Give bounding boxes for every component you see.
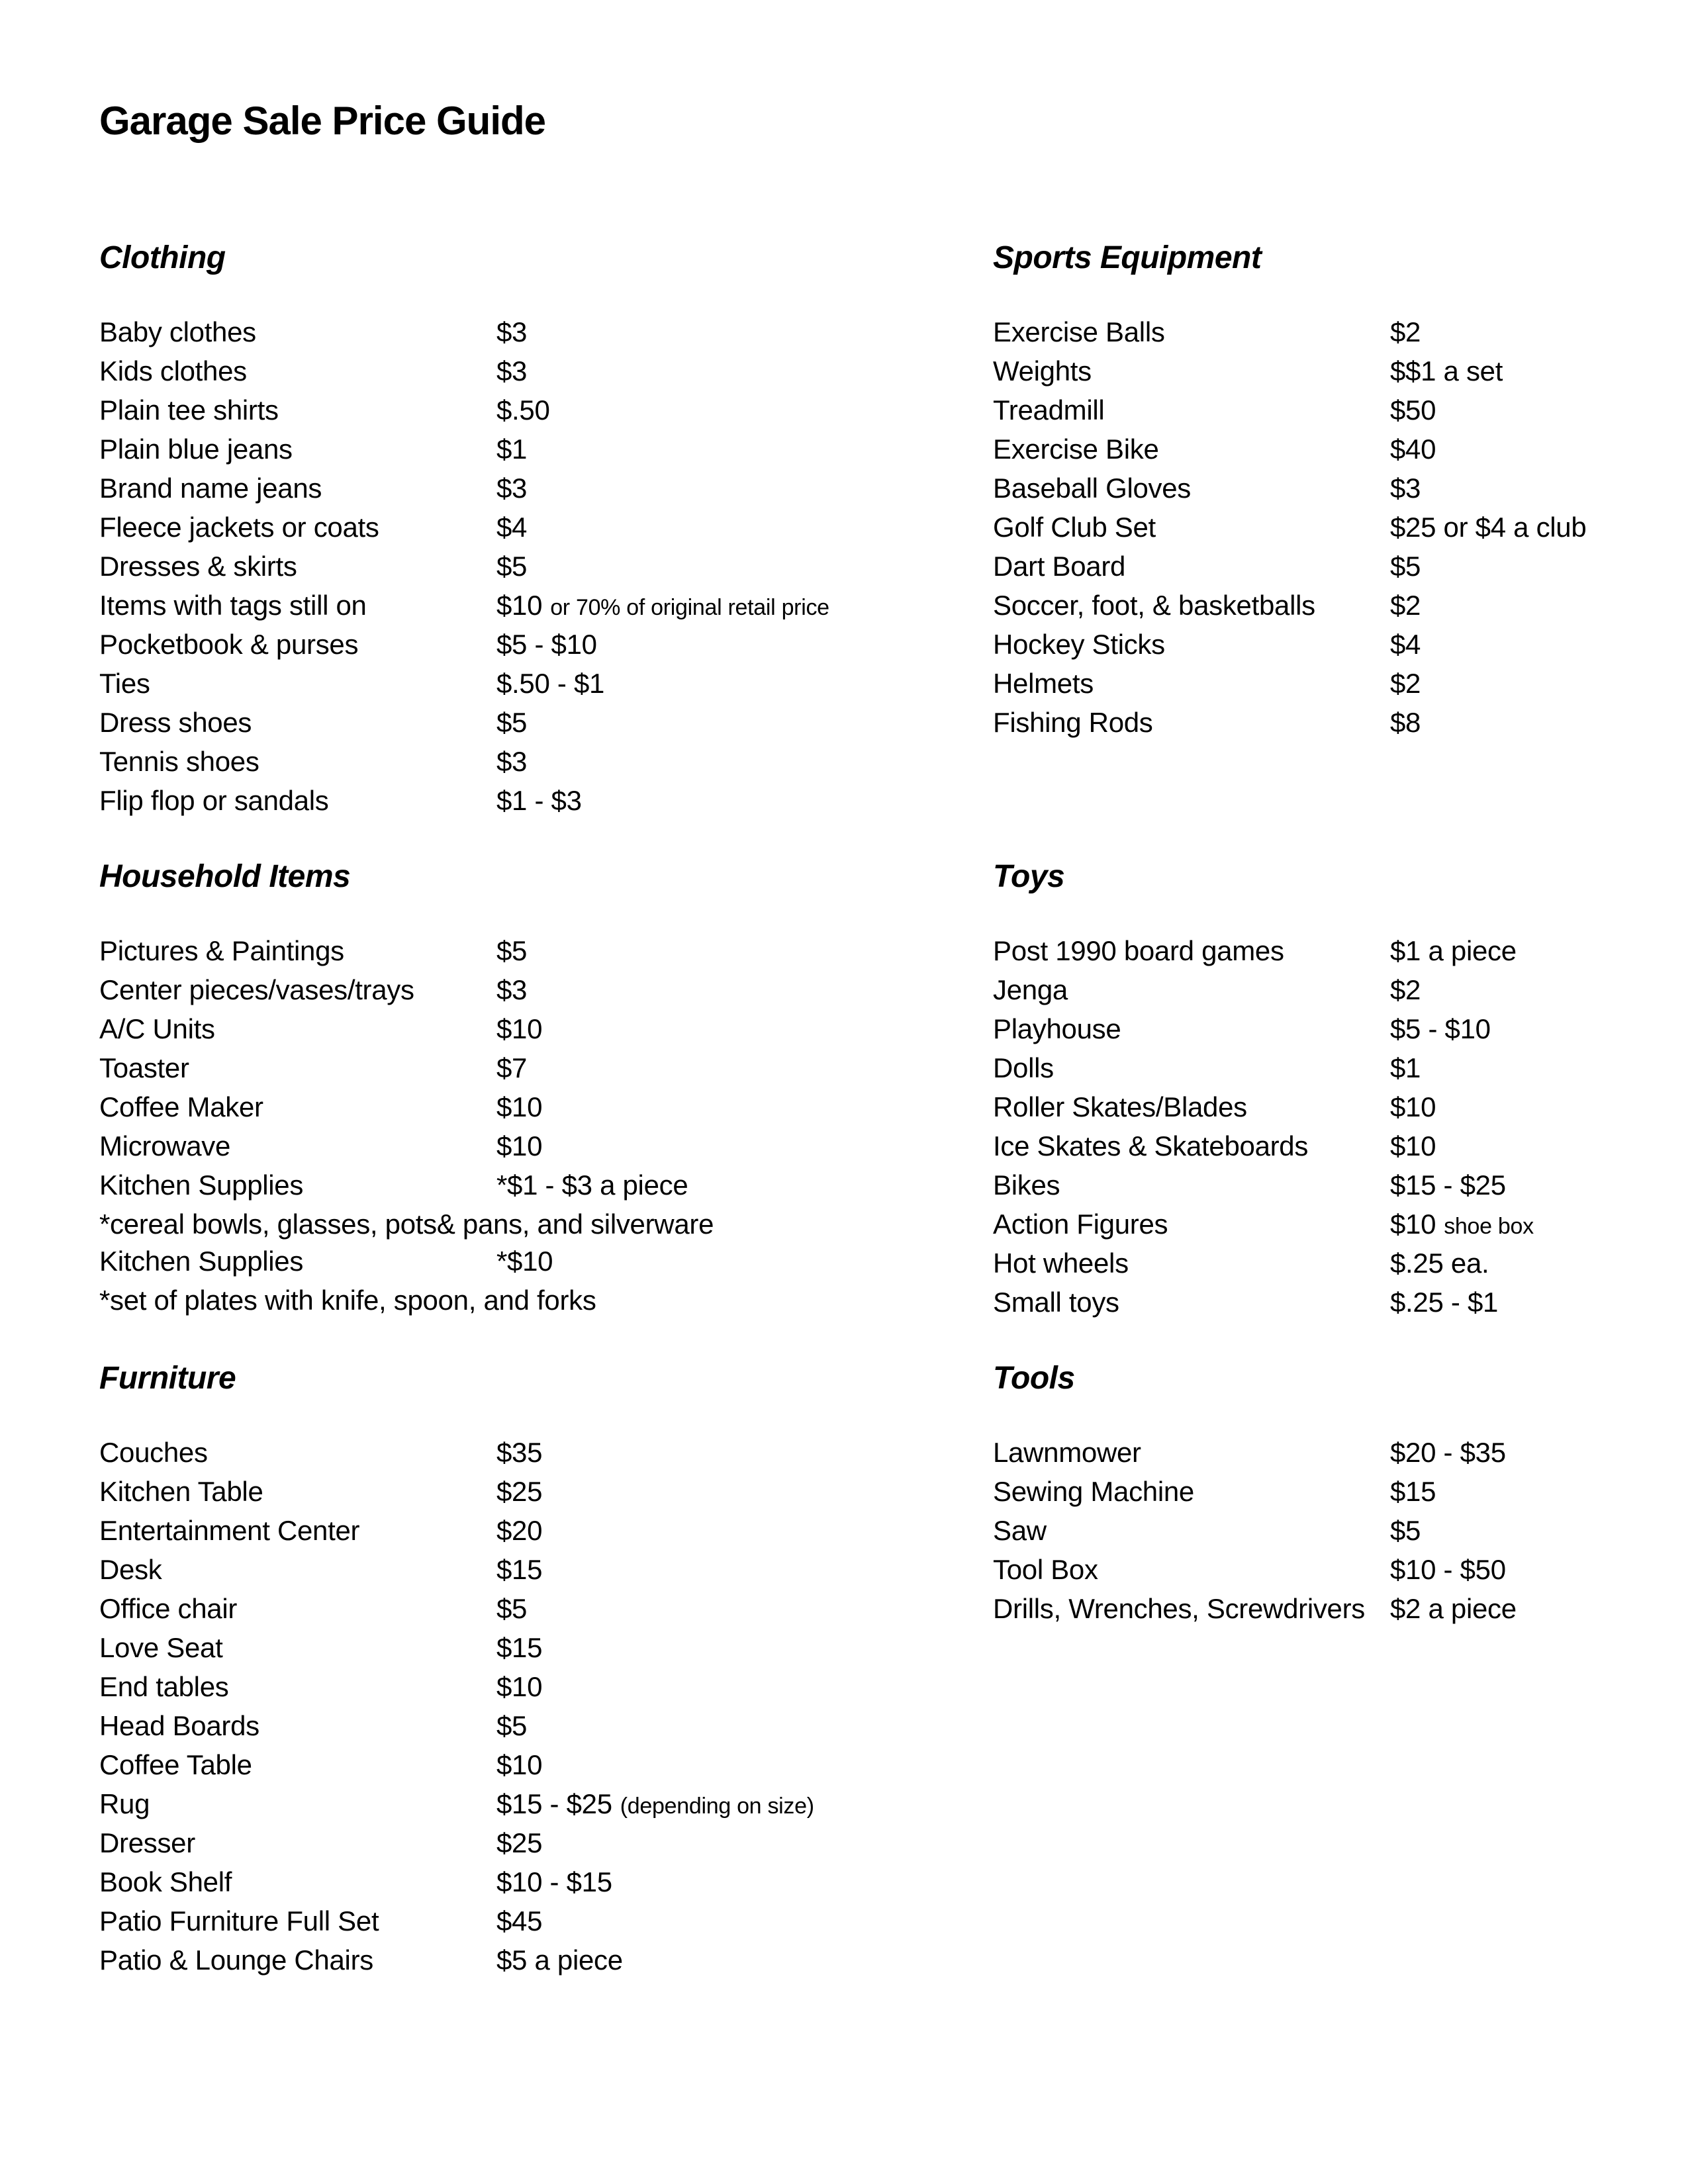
price-value: $5 [1390,1515,1421,1546]
item-price [1390,1167,1506,1206]
price-value: $8 [1390,707,1421,738]
price-value: $3 [1390,473,1421,504]
item-label: Baseball Gloves [993,473,1191,504]
price-value: $2 a piece [1390,1593,1517,1624]
item-price [1390,431,1436,470]
price-value: $20 - $35 [1390,1437,1506,1468]
price-note: shoe box [1444,1214,1534,1239]
item-label: Playhouse [993,1013,1121,1044]
item-label: Helmets [993,668,1094,699]
item-price [496,782,582,821]
item-price [496,1167,688,1206]
section-header: Toys [993,859,1065,894]
item-price [496,1942,623,1981]
item-row [99,548,993,587]
item-price [496,665,604,704]
section-sports-equipment [993,240,1648,743]
item-price [1390,1551,1506,1590]
item-row [99,1903,993,1942]
price-value: $.50 - $1 [496,668,605,699]
item-price [496,353,527,392]
item-label: Kitchen Supplies [99,1169,304,1201]
sections-container [99,240,1648,1981]
item-label: Patio & Lounge Chairs [99,1944,373,1976]
price-value: $35 [496,1437,543,1468]
item-label: A/C Units [99,1013,215,1044]
item-price [496,1707,527,1747]
price-value: $4 [1390,629,1421,660]
item-price [496,314,527,353]
item-label: Couches [99,1437,208,1468]
item-row [993,431,1648,470]
item-price [496,1786,814,1825]
price-value: $10 [1390,1208,1436,1240]
price-value: $2 [1390,316,1421,347]
item-row [99,1629,993,1668]
price-value: $15 [1390,1476,1436,1507]
price-value: $5 - $10 [1390,1013,1491,1044]
item-price [496,1903,542,1942]
item-label: Roller Skates/Blades [993,1091,1247,1122]
price-value: $7 [496,1052,528,1083]
price-value: $25 [496,1827,543,1858]
section-band [99,240,1648,821]
item-price [1390,509,1586,548]
item-price [1390,1128,1436,1167]
price-note: (depending on size) [620,1794,814,1819]
price-value: $45 [496,1905,543,1936]
item-label: Drills, Wrenches, Screwdrivers [993,1593,1365,1624]
item-label: Bikes [993,1169,1060,1201]
price-value: $15 [496,1554,543,1585]
item-row [993,1245,1648,1284]
item-label: Ice Skates & Skateboards [993,1130,1309,1161]
price-value: $5 a piece [496,1944,623,1976]
item-row [99,933,993,972]
price-value: $10 [496,1130,543,1161]
item-row [993,587,1648,626]
item-row [99,626,993,665]
item-row [99,782,993,821]
item-row [99,1786,993,1825]
item-label: Pictures & Paintings [99,935,344,966]
item-row [99,1864,993,1903]
item-label: Entertainment Center [99,1515,360,1546]
item-row [99,1590,993,1629]
item-price [1390,1050,1421,1089]
price-value: $20 [496,1515,543,1546]
item-row [99,1747,993,1786]
item-row [99,1011,993,1050]
section-header: Furniture [99,1361,236,1396]
price-value: $10 [1390,1130,1436,1161]
price-value: $5 [496,1710,528,1741]
section-band [99,1360,1648,1981]
item-price [496,1747,542,1786]
item-label: Toaster [99,1052,189,1083]
price-value: $5 [496,551,528,582]
item-price [1390,704,1421,743]
item-label: Kids clothes [99,355,247,387]
item-label: Dolls [993,1052,1054,1083]
item-label: Dresser [99,1827,195,1858]
item-price [1390,1089,1436,1128]
price-value: $25 [496,1476,543,1507]
item-label: Coffee Table [99,1749,252,1780]
item-price [496,1243,553,1282]
price-value: $10 - $50 [1390,1554,1506,1585]
item-price [1390,587,1421,626]
price-value: *$1 - $3 a piece [496,1169,688,1201]
item-row [99,509,993,548]
item-row [99,1512,993,1551]
item-row [993,353,1648,392]
item-price [1390,470,1421,509]
item-price [496,1864,612,1903]
item-price [496,1050,527,1089]
item-row [99,972,993,1011]
item-row [99,1825,993,1864]
item-row [99,1668,993,1707]
price-value: $3 [496,473,528,504]
item-row [99,665,993,704]
item-label: Kitchen Supplies [99,1246,304,1277]
item-label: Fishing Rods [993,707,1153,738]
price-value: $15 - $25 [496,1788,612,1819]
section-header: Tools [993,1361,1075,1396]
item-row [99,743,993,782]
item-price [496,1473,542,1512]
price-value: $3 [496,316,528,347]
footnote-row: *cereal bowls, glasses, pots& pans, and silverware [99,1208,714,1240]
section-rows [993,1434,1648,1629]
item-row [993,1050,1648,1089]
item-label: Dresses & skirts [99,551,297,582]
item-row [993,626,1648,665]
item-label: Love Seat [99,1632,223,1663]
item-price [496,1668,542,1707]
item-label: Action Figures [993,1208,1168,1240]
price-value: $5 [496,1593,528,1624]
item-label: Brand name jeans [99,473,322,504]
item-price [496,1128,542,1167]
item-label: Head Boards [99,1710,259,1741]
item-label: Jenga [993,974,1068,1005]
item-label: Treadmill [993,394,1105,426]
item-label: Soccer, foot, & basketballs [993,590,1315,621]
item-label: Hockey Sticks [993,629,1165,660]
section-rows [993,314,1648,743]
item-price [496,704,527,743]
item-row [99,1050,993,1089]
item-row [993,1128,1648,1167]
item-row [993,665,1648,704]
price-value: $5 [496,935,528,966]
item-label: Weights [993,355,1092,387]
item-price [1390,933,1517,972]
item-label: Ties [99,668,150,699]
item-price [1390,392,1436,431]
price-value: $3 [496,974,528,1005]
price-value: $5 [1390,551,1421,582]
price-value: $15 - $25 [1390,1169,1506,1201]
price-value: $2 [1390,974,1421,1005]
item-label: Fleece jackets or coats [99,512,379,543]
item-row [993,392,1648,431]
price-value: $40 [1390,433,1436,465]
item-price [1390,972,1421,1011]
item-label: Exercise Bike [993,433,1159,465]
item-price [496,972,527,1011]
price-value: $$1 a set [1390,355,1503,387]
item-row [993,933,1648,972]
item-label: Pocketbook & purses [99,629,359,660]
section-header: Household Items [99,859,351,894]
price-value: $10 [496,590,543,621]
item-price [1390,1245,1489,1284]
price-value: $15 [496,1632,543,1663]
section-rows [99,933,993,1319]
item-price [496,587,829,626]
price-note: or 70% of original retail price [550,595,829,620]
item-label: Plain tee shirts [99,394,279,426]
item-row [99,1473,993,1512]
price-value: $1 a piece [1390,935,1517,966]
item-price [1390,1473,1436,1512]
item-row [993,704,1648,743]
item-label: Kitchen Table [99,1476,263,1507]
section-header: Clothing [99,240,226,275]
item-price [496,470,527,509]
item-label: Golf Club Set [993,512,1156,543]
item-price [496,1629,542,1668]
item-label: Office chair [99,1593,238,1624]
item-row [993,470,1648,509]
item-price [496,509,527,548]
item-price [1390,548,1421,587]
page-title: Garage Sale Price Guide [99,99,546,143]
price-value: $3 [496,355,528,387]
item-row [993,972,1648,1011]
item-price [496,1512,542,1551]
price-value: $1 [496,433,528,465]
section-rows [99,1434,993,1981]
item-label: Flip flop or sandals [99,785,329,816]
item-label: Hot wheels [993,1248,1129,1279]
item-price [496,548,527,587]
price-value: $10 [496,1749,543,1780]
item-row [993,1590,1648,1629]
item-price [1390,1434,1506,1473]
item-label: Saw [993,1515,1047,1546]
item-row [993,1011,1648,1050]
item-label: Tool Box [993,1554,1098,1585]
item-price [1390,353,1503,392]
item-row [99,392,993,431]
price-value: $10 [496,1671,543,1702]
section-band [99,858,1648,1323]
item-price [496,431,527,470]
item-price [496,1434,542,1473]
price-value: $50 [1390,394,1436,426]
item-label: End tables [99,1671,229,1702]
item-price [496,1825,542,1864]
section-rows [99,314,993,821]
section-header: Sports Equipment [993,240,1262,275]
item-price [1390,1512,1421,1551]
item-price [1390,665,1421,704]
section-clothing [99,240,993,821]
price-value: $3 [496,746,528,777]
item-row [99,353,993,392]
price-value: $.25 - $1 [1390,1287,1499,1318]
item-row [99,1243,993,1282]
item-label: Post 1990 board games [993,935,1284,966]
item-row [99,431,993,470]
price-value: $1 [1390,1052,1421,1083]
price-value: $10 - $15 [496,1866,612,1897]
item-row [99,1434,993,1473]
section-toys [993,858,1648,1323]
section-tools [993,1360,1648,1629]
item-label: Rug [99,1788,150,1819]
item-label: Items with tags still on [99,590,367,621]
price-value: $5 - $10 [496,629,597,660]
item-row [99,1089,993,1128]
item-row [993,1473,1648,1512]
price-value: $5 [496,707,528,738]
item-row [99,470,993,509]
item-price [496,392,550,431]
item-row [993,1434,1648,1473]
item-price [496,626,597,665]
item-price [496,1590,527,1629]
item-label: Sewing Machine [993,1476,1194,1507]
item-row [993,314,1648,353]
item-price [1390,314,1421,353]
item-row [99,1128,993,1167]
section-household-items [99,858,993,1319]
item-label: Plain blue jeans [99,433,293,465]
price-value: $.25 ea. [1390,1248,1489,1279]
item-price [496,1551,542,1590]
price-value: $10 [1390,1091,1436,1122]
footnote-row: *set of plates with knife, spoon, and forks [99,1285,596,1316]
item-row [99,314,993,353]
item-price [496,743,527,782]
item-price [496,1089,542,1128]
item-label: Lawnmower [993,1437,1141,1468]
item-price [1390,1206,1534,1245]
item-row [993,1284,1648,1323]
item-row [99,1942,993,1981]
item-label: Center pieces/vases/trays [99,974,414,1005]
item-label: Baby clothes [99,316,256,347]
section-rows [993,933,1648,1323]
price-value: $1 - $3 [496,785,582,816]
item-row [993,1167,1648,1206]
item-price [1390,1011,1491,1050]
item-label: Small toys [993,1287,1119,1318]
price-value: $25 or $4 a club [1390,512,1587,543]
item-row [99,587,993,626]
item-label: Book Shelf [99,1866,232,1897]
price-value: $4 [496,512,528,543]
item-label: Exercise Balls [993,316,1165,347]
item-label: Tennis shoes [99,746,259,777]
item-row [99,1707,993,1747]
item-row [99,704,993,743]
item-label: Dart Board [993,551,1126,582]
item-row [99,1551,993,1590]
price-value: $10 [496,1091,543,1122]
item-row [993,509,1648,548]
section-furniture [99,1360,993,1981]
price-value: $.50 [496,394,550,426]
item-row [993,1551,1648,1590]
item-price [1390,626,1421,665]
item-label: Patio Furniture Full Set [99,1905,379,1936]
price-value: $10 [496,1013,543,1044]
price-value: $2 [1390,590,1421,621]
item-price [1390,1284,1498,1323]
item-row [99,1167,993,1206]
item-row [993,548,1648,587]
item-row [993,1089,1648,1128]
price-value: *$10 [496,1246,553,1277]
item-row [993,1206,1648,1245]
price-value: $2 [1390,668,1421,699]
item-price [496,1011,542,1050]
item-label: Microwave [99,1130,231,1161]
item-label: Coffee Maker [99,1091,263,1122]
item-price [1390,1590,1517,1629]
item-row [993,1512,1648,1551]
item-label: Dress shoes [99,707,252,738]
item-price [496,933,527,972]
item-label: Desk [99,1554,162,1585]
